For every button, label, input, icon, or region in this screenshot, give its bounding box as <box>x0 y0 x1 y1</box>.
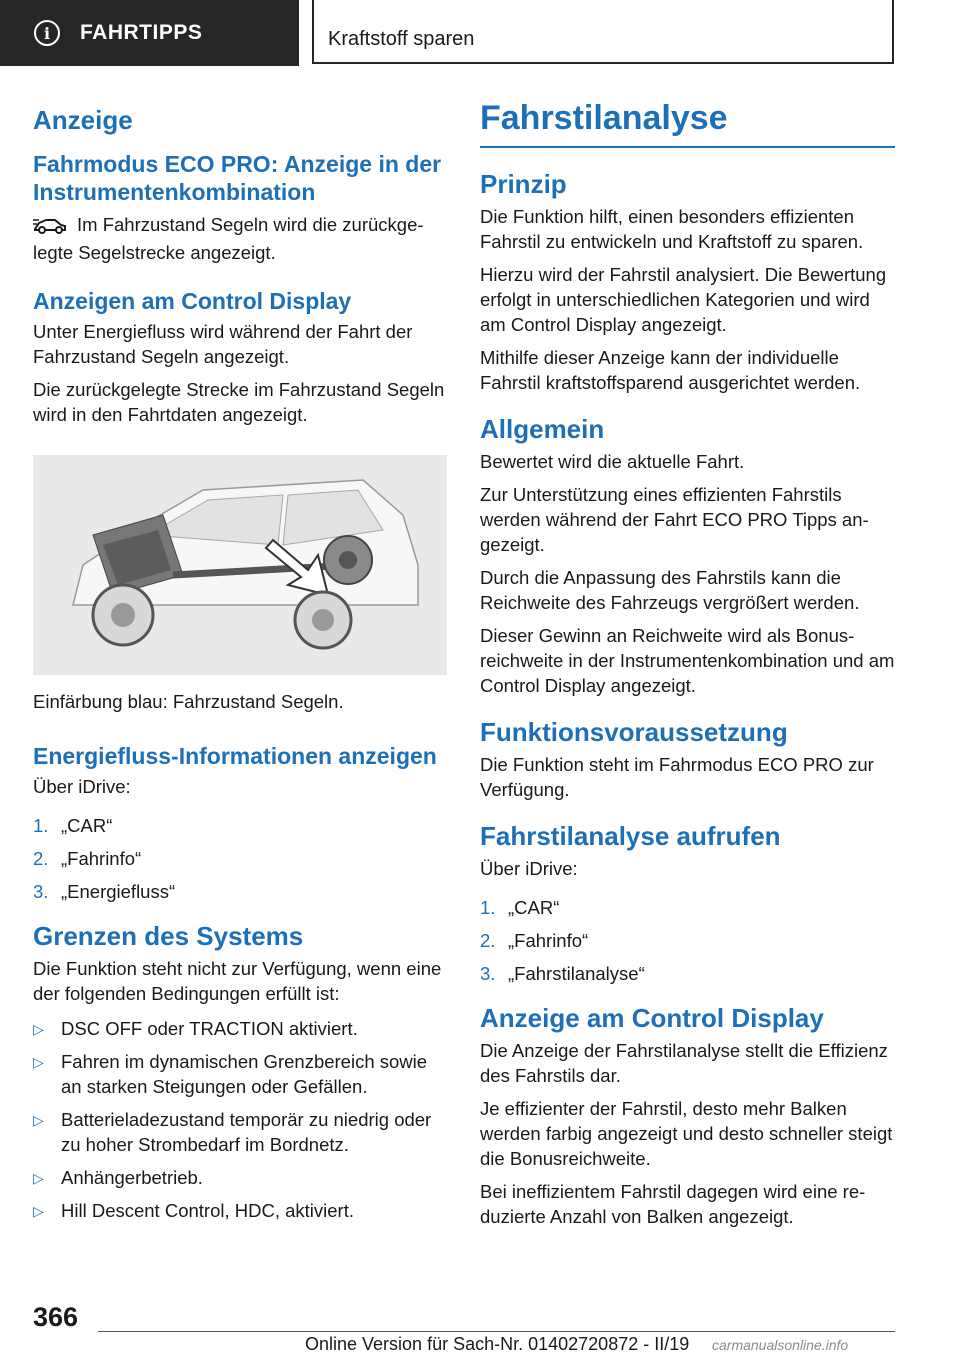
acd-paragraph-1: Die Anzeige der Fahrstilanalyse stellt die Effizienz des Fahrstils dar. <box>480 1040 888 1086</box>
triangle-bullet-icon: ▷ <box>33 1021 44 1037</box>
section-tab <box>0 0 299 66</box>
heading-anzeige: Anzeige <box>33 105 133 135</box>
heading-anzeige-control-display: Anzeige am Control Display <box>480 1003 824 1033</box>
allgemein-paragraph-2: Zur Unterstützung eines effizienten Fahrstils werden während der Fahrt ECO PRO Tipps angezeigt. <box>480 484 869 555</box>
allgemein-paragraph-3: Durch die Anpassung des Fahrstils kann die Reichweite des Fahrzeugs vergrößert werden. <box>480 567 860 613</box>
fa-intro: Über iDrive: <box>480 858 578 879</box>
list-item: 2. „Fahrinfo“ <box>480 930 589 951</box>
topic-label: Kraftstoff sparen <box>328 28 475 50</box>
page-header <box>0 0 960 66</box>
heading-control-display: Anzeigen am Control Display <box>33 288 352 314</box>
list-item: 1. „CAR“ <box>33 815 113 836</box>
allgemein-paragraph-4: Dieser Gewinn an Reichweite wird als Bonusreichweite in der Instrumentenkombination und am Control Display angezeigt. <box>480 625 895 696</box>
list-item: 1. „CAR“ <box>480 897 560 918</box>
heading-funktionsvoraussetzung: Funktionsvoraussetzung <box>480 717 788 747</box>
fv-paragraph: Die Funktion steht im Fahrmodus ECO PRO zur Verfügung. <box>480 754 874 800</box>
info-icon: i <box>34 20 60 46</box>
heading-eco-pro: Fahrmodus ECO PRO: Anzeige in der Instrumentenkombination <box>33 151 442 205</box>
right-column <box>480 96 895 1237</box>
left-column <box>33 96 447 1231</box>
topic-tab <box>312 0 894 64</box>
heading-energiefluss: Energiefluss-Informationen anzeigen <box>33 743 437 769</box>
list-item: ▷ Fahren im dynamischen Grenzbereich sowie an starken Steigungen oder Gefällen. <box>33 1051 428 1097</box>
prinzip-paragraph-3: Mithilfe dieser Anzeige kann der individuelle Fahrstil kraftstoffsparend ausgerichtet werden. <box>480 347 861 393</box>
heading-fahrstilanalyse: Fahrstilanalyse <box>480 96 895 148</box>
acd-paragraph-2: Je effizienter der Fahrstil, desto mehr Balken werden farbig angezeigt und desto schneller steigt die Bonusreichweite. <box>480 1098 893 1169</box>
list-item: ▷ DSC OFF oder TRACTION aktiviert. <box>33 1016 447 1041</box>
page-number: 366 <box>33 1302 79 1332</box>
heading-allgemein: Allgemein <box>480 414 605 444</box>
triangle-bullet-icon: ▷ <box>33 1112 44 1128</box>
limits-list <box>33 1016 447 1223</box>
fa-steps <box>480 895 895 986</box>
triangle-bullet-icon: ▷ <box>33 1170 44 1186</box>
cd-paragraph-2: Die zurückgelegte Strecke im Fahrzustand Segeln wird in den Fahrtdaten angezeigt. <box>33 379 445 425</box>
list-item: 3. „Energiefluss“ <box>33 881 176 902</box>
section-label: FAHRTIPPS <box>80 21 203 44</box>
list-item: ▷ Batterieladezustand temporär zu niedrig oder zu hoher Strombedarf im Bordnetz. <box>33 1109 432 1155</box>
car-illustration <box>33 455 447 675</box>
cd-paragraph-1: Unter Energiefluss wird während der Fahrt der Fahrzustand Segeln angezeigt. <box>33 321 413 367</box>
list-item: ▷ Hill Descent Control, HDC, aktiviert. <box>33 1198 447 1223</box>
limits-intro: Die Funktion steht nicht zur Verfügung, wenn eine der folgenden Bedingungen erfüllt ist: <box>33 958 442 1004</box>
list-item: 2. „Fahrinfo“ <box>33 848 142 869</box>
watermark-logo: carmanualsonline.info <box>712 1337 849 1353</box>
figure-caption: Einfärbung blau: Fahrzustand Segeln. <box>33 691 344 712</box>
prinzip-paragraph-1: Die Funktion hilft, einen besonders effizienten Fahrstil zu entwickeln und Kraftstoff zu sparen. <box>480 206 864 252</box>
online-version-label: Online Version für Sach-Nr. 01402720872 - II/19 <box>305 1334 690 1354</box>
heading-fahrstilanalyse-aufrufen: Fahrstilanalyse aufrufen <box>480 821 781 851</box>
heading-prinzip: Prinzip <box>480 169 567 199</box>
heading-grenzen: Grenzen des Systems <box>33 921 304 951</box>
prinzip-paragraph-2: Hierzu wird der Fahrstil analysiert. Die Bewertung erfolgt in unterschiedlichen Kategorien und wird am Control Display angezeigt. <box>480 264 887 335</box>
eco-text: Im Fahrzustand Segeln wird die zurückgelegte Segelstrecke angezeigt. <box>33 214 424 263</box>
coasting-car-icon <box>33 215 67 240</box>
list-item: ▷ Anhängerbetrieb. <box>33 1165 447 1190</box>
eco-paragraph <box>33 212 447 265</box>
triangle-bullet-icon: ▷ <box>33 1203 44 1219</box>
footer-divider <box>98 1331 895 1332</box>
allgemein-paragraph-1: Bewertet wird die aktuelle Fahrt. <box>480 451 745 472</box>
ef-intro: Über iDrive: <box>33 776 131 797</box>
acd-paragraph-3: Bei ineffizientem Fahrstil dagegen wird eine reduzierte Anzahl von Balken angezeigt. <box>480 1181 866 1227</box>
triangle-bullet-icon: ▷ <box>33 1054 44 1070</box>
ef-steps <box>33 813 447 904</box>
list-item: 3. „Fahrstilanalyse“ <box>480 963 645 984</box>
